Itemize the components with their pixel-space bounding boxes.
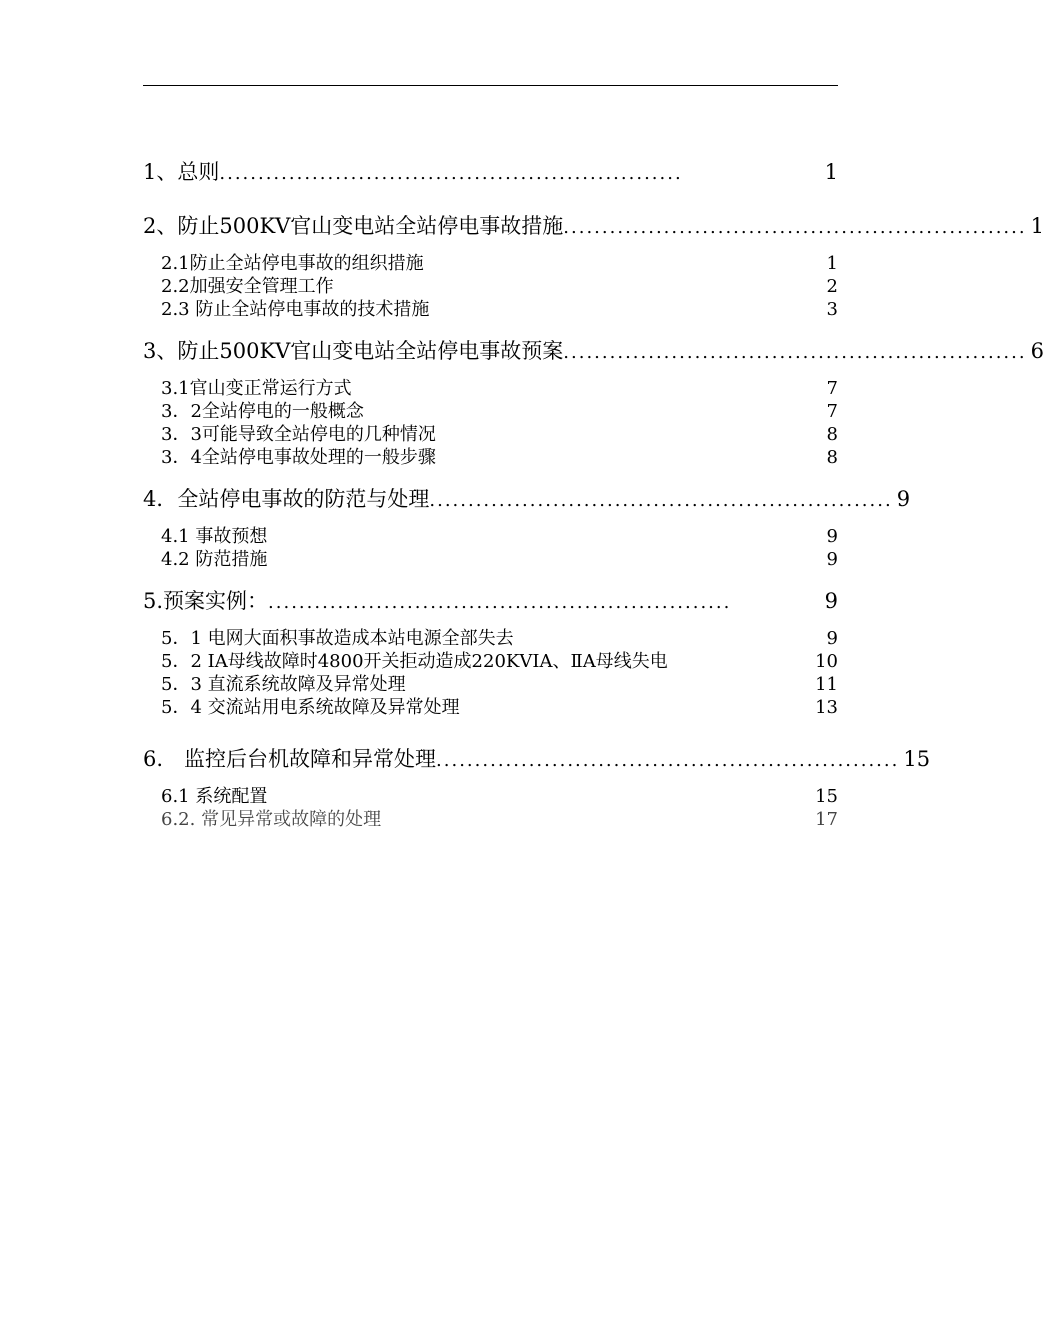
toc-page-number: 11 [815, 674, 838, 695]
toc-page-number: 9 [826, 526, 838, 547]
toc-subsection-list [143, 252, 838, 321]
toc-page-number: 6 [1030, 339, 1044, 363]
toc-subsection-list [143, 377, 838, 469]
toc-page-number: 3 [826, 299, 838, 320]
toc-subsection-title: 5．2 ⅠA母线故障时4800开关拒动造成220KVⅠA、ⅡA母线失电 [161, 651, 668, 672]
toc-page-number: 9 [824, 589, 838, 613]
toc-subsection-title: 6.2. 常见异常或故障的处理 [161, 809, 382, 830]
toc-subsection-6-1[interactable] [161, 785, 838, 808]
toc-leader-dots: ............................................................ [219, 163, 683, 184]
toc-subsection-title: 3．2全站停电的一般概念 [161, 401, 364, 422]
toc-page-number: 2 [826, 276, 838, 297]
toc-leader-dots: ............................................................ [563, 217, 1027, 238]
toc-subsection-title: 5．3 直流系统故障及异常处理 [161, 674, 406, 695]
toc-subsection-6-2[interactable] [161, 808, 838, 831]
toc-page-number: 7 [826, 378, 838, 399]
toc-subsection-3-1[interactable] [161, 377, 838, 400]
toc-subsection-5-3[interactable] [161, 673, 838, 696]
toc-subsection-2-2[interactable] [161, 275, 838, 298]
toc-subsection-2-1[interactable] [161, 252, 838, 275]
toc-page-number: 17 [815, 809, 838, 830]
toc-subsection-title: 4.2 防范措施 [161, 549, 268, 570]
toc-section-3[interactable] [143, 329, 1044, 373]
toc-section-title: 5.预案实例： [143, 589, 269, 613]
toc-section-title: 4．全站停电事故的防范与处理 [143, 487, 430, 511]
toc-page-number: 9 [896, 487, 911, 511]
toc-leader-dots: ............................................................ [429, 490, 893, 511]
toc-subsection-title: 2.1防止全站停电事故的组织措施 [161, 253, 424, 274]
toc-subsection-title: 2.3 防止全站停电事故的技术措施 [161, 299, 430, 320]
toc-section-title: 6. 监控后台机故障和异常处理 [143, 747, 437, 771]
toc-page-number: 1 [1030, 214, 1044, 238]
toc-section-title: 2、防止500KV官山变电站全站停电事故措施 [143, 214, 564, 238]
toc-page-number: 10 [815, 651, 838, 672]
toc-subsection-title: 5．4 交流站用电系统故障及异常处理 [161, 697, 460, 718]
toc-section-5[interactable] [143, 579, 838, 623]
toc-subsection-4-1[interactable] [161, 525, 838, 548]
toc-subsection-title: 5．1 电网大面积事故造成本站电源全部失去 [161, 628, 514, 649]
toc-leader-dots: ............................................................ [268, 592, 732, 613]
toc-section-title: 1、总则 [143, 160, 220, 184]
toc-page-number: 9 [826, 628, 838, 649]
toc-subsection-list [143, 785, 838, 831]
toc-section-title: 3、防止500KV官山变电站全站停电事故预案 [143, 339, 564, 363]
toc-subsection-list [143, 627, 838, 719]
toc-page-number: 1 [826, 253, 838, 274]
toc-page-number: 9 [826, 549, 838, 570]
toc-subsection-title: 3．3可能导致全站停电的几种情况 [161, 424, 436, 445]
toc-subsection-5-1[interactable] [161, 627, 838, 650]
toc-subsection-title: 2.2加强安全管理工作 [161, 276, 334, 297]
toc-subsection-4-2[interactable] [161, 548, 838, 571]
toc-page-number: 8 [826, 424, 838, 445]
toc-leader-dots: ............................................................ [563, 342, 1027, 363]
toc-section-4[interactable] [143, 477, 911, 521]
toc-page-number: 1 [824, 160, 838, 184]
toc-subsection-3-4[interactable] [161, 446, 838, 469]
toc-section-2[interactable] [143, 204, 1044, 248]
table-of-contents [143, 150, 1044, 839]
toc-subsection-2-3[interactable] [161, 298, 838, 321]
toc-page-number: 8 [826, 447, 838, 468]
toc-page-number: 7 [826, 401, 838, 422]
toc-subsection-title: 4.1 事故预想 [161, 526, 268, 547]
toc-section-6[interactable] [143, 737, 931, 781]
toc-subsection-3-3[interactable] [161, 423, 838, 446]
toc-subsection-title: 3．4全站停电事故处理的一般步骤 [161, 447, 436, 468]
toc-subsection-title: 3.1官山变正常运行方式 [161, 378, 352, 399]
toc-subsection-title: 6.1 系统配置 [161, 786, 268, 807]
toc-subsection-list [143, 525, 838, 571]
header-rule [143, 85, 838, 86]
toc-leader-dots: ............................................................ [436, 750, 900, 771]
toc-subsection-5-2[interactable] [161, 650, 838, 673]
toc-page-number: 13 [815, 697, 838, 718]
toc-subsection-5-4[interactable] [161, 696, 838, 719]
toc-subsection-3-2[interactable] [161, 400, 838, 423]
toc-page-number: 15 [815, 786, 838, 807]
toc-page-number: 15 [903, 747, 931, 771]
toc-section-1[interactable] [143, 150, 838, 194]
